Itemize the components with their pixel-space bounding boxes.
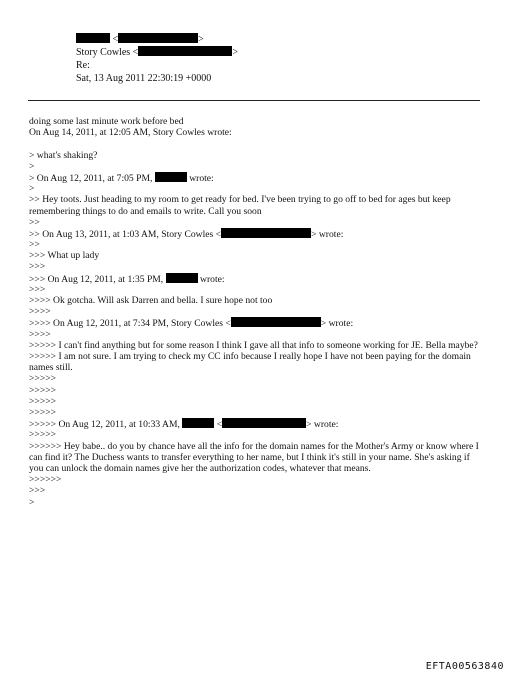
body-line: >>>>> <box>29 384 57 396</box>
body-line: >>> <box>29 261 46 273</box>
angle-close: > <box>198 34 204 45</box>
redaction-bar <box>138 46 232 56</box>
body-line: >>>>> <box>29 373 57 385</box>
subject-value: Re: <box>76 60 90 71</box>
body-line: >>>> <box>29 328 51 340</box>
body-line: >>>>> On Aug 12, 2011, at 10:33 AM, < > wrote: <box>29 419 339 431</box>
body-line: >>>>>> Hey babe.. do you by chance have all the info for the domain names for the Mother's Army or know where I can find it? The Duchess wants to transfer everything to her name, but I think it's still in your name. She's asking if you can unlock the domain names give her the authorization codes, whatever that means. <box>29 440 479 474</box>
body-line: >>>>> I am not sure. I am trying to check my CC info because I really hope I have not been paying for the domain names still. <box>29 350 471 374</box>
body-line: >>> <box>29 485 46 497</box>
document-id: EFTA00563840 <box>425 661 504 672</box>
body-line: >> <box>29 239 40 251</box>
body-line: > what's shaking? <box>29 149 98 161</box>
redaction-bar <box>221 228 311 238</box>
body-line: >>> On Aug 12, 2011, at 1:35 PM, wrote: <box>29 273 225 285</box>
body-line: >>>>> <box>29 406 57 418</box>
body-line: doing some last minute work before bed <box>29 116 184 127</box>
to-value: Story Cowles < > <box>76 47 238 58</box>
angle-open: < <box>112 34 119 45</box>
body-line: > <box>29 496 35 508</box>
body-line: > <box>29 160 35 172</box>
body-line: >> Hey toots. Just heading to my room to get ready for bed. I've been trying to go off to bed for ages but keep remembering things to do and emails to write. Call you soon <box>29 194 451 217</box>
body-line: > On Aug 12, 2011, at 7:05 PM, wrote: <box>29 172 214 184</box>
body-line: >> On Aug 13, 2011, at 1:03 AM, Story Cowles < > wrote: <box>29 228 344 240</box>
body-line: >>>> On Aug 12, 2011, at 7:34 PM, Story Cowles < > wrote: <box>29 318 354 330</box>
body-line: >>> What up lady <box>29 250 100 262</box>
from-value <box>76 33 204 46</box>
redaction-bar <box>222 418 306 428</box>
body-line: >>>>> I can't find anything but for some reason I think I gave all that info to someone working for JE. Bella maybe? <box>29 339 478 351</box>
body-line: >>>> <box>29 306 51 318</box>
redaction-bar <box>182 418 214 428</box>
body-line: >>>>> <box>29 429 57 441</box>
date-value: Sat, 13 Aug 2011 22:30:19 +0000 <box>76 73 212 84</box>
redaction-bar <box>76 33 110 43</box>
body-line: > <box>29 183 35 195</box>
redaction-bar <box>155 172 187 182</box>
body-line: >>>>> <box>29 395 57 407</box>
body-line: On Aug 14, 2011, at 12:05 AM, Story Cowles wrote: <box>29 127 232 139</box>
body-line: >>>>>> <box>29 474 62 486</box>
body-line: >>> <box>29 283 46 295</box>
header-divider <box>28 100 480 101</box>
redaction-bar <box>166 273 198 283</box>
redaction-bar <box>118 33 198 43</box>
redaction-bar <box>231 317 321 327</box>
body-line: >>>> Ok gotcha. Will ask Darren and bella. I sure hope not too <box>29 295 273 307</box>
message-body <box>29 116 479 508</box>
body-line: >> <box>29 216 40 228</box>
